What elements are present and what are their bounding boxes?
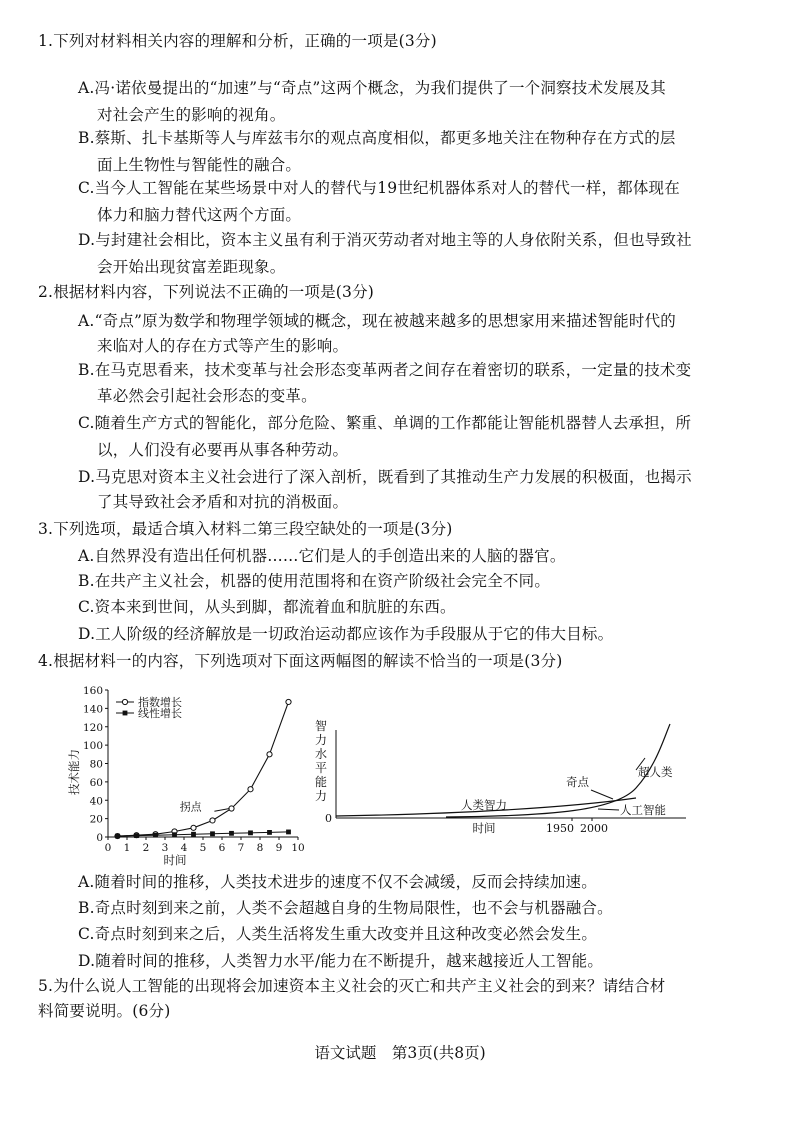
y-tick-label: 60: [89, 776, 103, 789]
y-tick-label: 160: [82, 685, 103, 697]
series-exponential-point: [210, 818, 215, 823]
series-linear-point: [229, 831, 234, 836]
series-linear-point: [286, 830, 291, 835]
y-tick-label: 100: [82, 740, 103, 753]
y-tick-label: 120: [82, 721, 103, 734]
x-tick-label: 1950: [546, 822, 574, 835]
series-exponential-point: [191, 825, 196, 830]
series-exponential-point: [248, 787, 253, 792]
x-tick-label: 2000: [580, 822, 608, 835]
question-1-stem-line: 1.下列对材料相关内容的理解和分析，正确的一项是(3分): [38, 32, 437, 50]
question-4-option-B-line: B.奇点时刻到来之前，人类不会超越自身的生物局限性，也不会与机器融合。: [78, 899, 613, 917]
question-3-stem-line: 3.下列选项，最适合填入材料二第三段空缺处的一项是(3分): [38, 520, 453, 538]
y-axis-label-char: 力: [314, 789, 328, 803]
y-tick-label: 40: [89, 795, 103, 808]
page-footer: 语文试题 第3页(共8页): [314, 1044, 486, 1062]
question-2-option-D-line: D.马克思对资本主义社会进行了深入剖析，既看到了其推动生产力发展的积极面，也揭示: [78, 468, 692, 486]
x-tick-label: 9: [275, 842, 283, 854]
series-linear-point: [210, 831, 215, 836]
x-tick-label: 1: [123, 842, 131, 854]
question-1-option-D-line: D.与封建社会相比，资本主义虽有利于消灭劳动者对地主等的人身依附关系，但也导致社: [78, 231, 692, 249]
y-axis-label-char: 智: [314, 719, 328, 733]
annotation-superhuman: 超人类: [638, 765, 673, 779]
question-1-option-B-line: 面上生物性与智能性的融合。: [97, 156, 302, 174]
question-2-option-B-line: 革必然会引起社会形态的变革。: [97, 387, 317, 405]
question-5-stem-line: 料简要说明。(6分): [38, 1002, 171, 1020]
y-tick-label: 140: [82, 703, 103, 716]
question-4-stem-line: 4.根据材料一的内容，下列选项对下面这两幅图的解读不恰当的一项是(3分): [38, 652, 563, 670]
question-1-option-C-line: 体力和脑力替代这两个方面。: [97, 206, 302, 224]
singularity-chart: [308, 716, 708, 840]
series-linear-point: [134, 833, 139, 838]
y-axis-label-char: 力: [314, 733, 328, 747]
y-axis-label-char: 能: [314, 775, 328, 789]
y-tick-label: 20: [89, 813, 103, 826]
series-linear-point: [191, 832, 196, 837]
series-linear-line: [118, 832, 289, 836]
question-2-option-C-line: C.随着生产方式的智能化，部分危险、繁重、单调的工作都能让智能机器替人去承担，所: [78, 414, 692, 432]
x-axis-label: 时间: [472, 821, 496, 835]
question-1-option-A-line: A.冯·诺依曼提出的“加速”与“奇点”这两个概念，为我们提供了一个洞察技术发展及其: [78, 79, 666, 97]
y-axis-label: 技术能力: [67, 749, 81, 795]
question-2-option-C-line: 以，人们没有必要再从事各种劳动。: [97, 441, 349, 459]
x-tick-label: 5: [199, 842, 207, 854]
question-3-option-B-line: B.在共产主义社会，机器的使用范围将和在资产阶级社会完全不同。: [78, 572, 551, 590]
x-tick-label: 10: [291, 842, 305, 854]
legend-exponential-label: 指数增长: [138, 696, 182, 709]
question-1-option-D-line: 会开始出现贫富差距现象。: [97, 258, 286, 276]
series-linear-point: [153, 833, 158, 838]
question-1-option-C-line: C.当今人工智能在某些场景中对人的替代与19世纪机器体系对人的替代一样，都体现在: [78, 179, 680, 197]
legend-exponential-marker: [122, 699, 127, 704]
exponential-vs-linear-chart: [58, 680, 318, 880]
question-5-stem-line: 5.为什么说人工智能的出现将会加速资本主义社会的灭亡和共产主义社会的到来？请结合材: [38, 977, 666, 995]
x-tick-label: 7: [237, 842, 245, 854]
y-axis-label-char: 水: [314, 747, 328, 761]
annotation-inflection-point: 拐点: [179, 800, 202, 814]
question-4-option-C-line: C.奇点时刻到来之后，人类生活将发生重大改变并且这种改变必然会发生。: [78, 925, 598, 943]
series-exponential-point: [267, 752, 272, 757]
series-linear-point: [267, 830, 272, 835]
y-tick-zero: 0: [325, 812, 332, 825]
series-linear-point: [172, 832, 177, 837]
question-1-option-A-line: 对社会产生的影响的视角。: [97, 106, 286, 124]
legend-linear-marker: [123, 711, 128, 716]
y-tick-label: 0: [96, 832, 103, 844]
question-2-option-B-line: B.在马克思看来，技术变革与社会形态变革两者之间存在着密切的联系，一定量的技术变: [78, 361, 692, 379]
legend-linear-label: 线性增长: [138, 707, 182, 720]
x-tick-label: 0: [104, 842, 112, 854]
x-axis-label: 时间: [163, 853, 187, 867]
series-linear-point: [115, 834, 120, 839]
question-2-option-A-line: A.“奇点”原为数学和物理学领域的概念，现在被越来越多的思想家用来描述智能时代的: [78, 312, 676, 330]
annotation-ai: 人工智能: [620, 803, 666, 817]
x-tick-label: 8: [256, 842, 264, 854]
y-axis-label-char: 平: [314, 761, 328, 775]
annotation-singularity-arrow: [591, 790, 613, 799]
series-exponential-point: [229, 806, 234, 811]
y-tick-label: 80: [89, 758, 103, 771]
x-tick-label: 4: [180, 842, 188, 854]
x-tick-label: 2: [142, 842, 150, 854]
question-4-option-A-line: A.随着时间的推移，人类技术进步的速度不仅不会减缓，反而会持续加速。: [78, 873, 597, 891]
annotation-singularity: 奇点: [566, 775, 589, 789]
series-exponential-point: [286, 699, 291, 704]
x-tick-label: 3: [161, 842, 169, 854]
question-3-option-D-line: D.工人阶级的经济解放是一切政治运动都应该作为手段服从于它的伟大目标。: [78, 625, 614, 643]
series-exponential-line: [118, 702, 289, 836]
question-2-option-A-line: 来临对人的存在方式等产生的影响。: [97, 337, 349, 355]
annotation-human-intelligence: 人类智力: [461, 798, 507, 812]
question-3-option-C-line: C.资本来到世间，从头到脚，都流着血和肮脏的东西。: [78, 598, 456, 616]
question-1-option-B-line: B.蔡斯、扎卡基斯等人与库兹韦尔的观点高度相似，都更多地关注在物种存在方式的层: [78, 129, 676, 147]
annotation-ai-arrow: [598, 809, 619, 810]
x-tick-label: 6: [218, 842, 226, 854]
series-linear-point: [248, 830, 253, 835]
question-4-option-D-line: D.随着时间的推移，人类智力水平/能力在不断提升，越来越接近人工智能。: [78, 952, 604, 970]
question-2-option-D-line: 了其导致社会矛盾和对抗的消极面。: [97, 493, 349, 511]
question-3-option-A-line: A.自然界没有造出任何机器……它们是人的手创造出来的人脑的器官。: [78, 547, 566, 565]
question-2-stem-line: 2.根据材料内容，下列说法不正确的一项是(3分): [38, 283, 375, 301]
